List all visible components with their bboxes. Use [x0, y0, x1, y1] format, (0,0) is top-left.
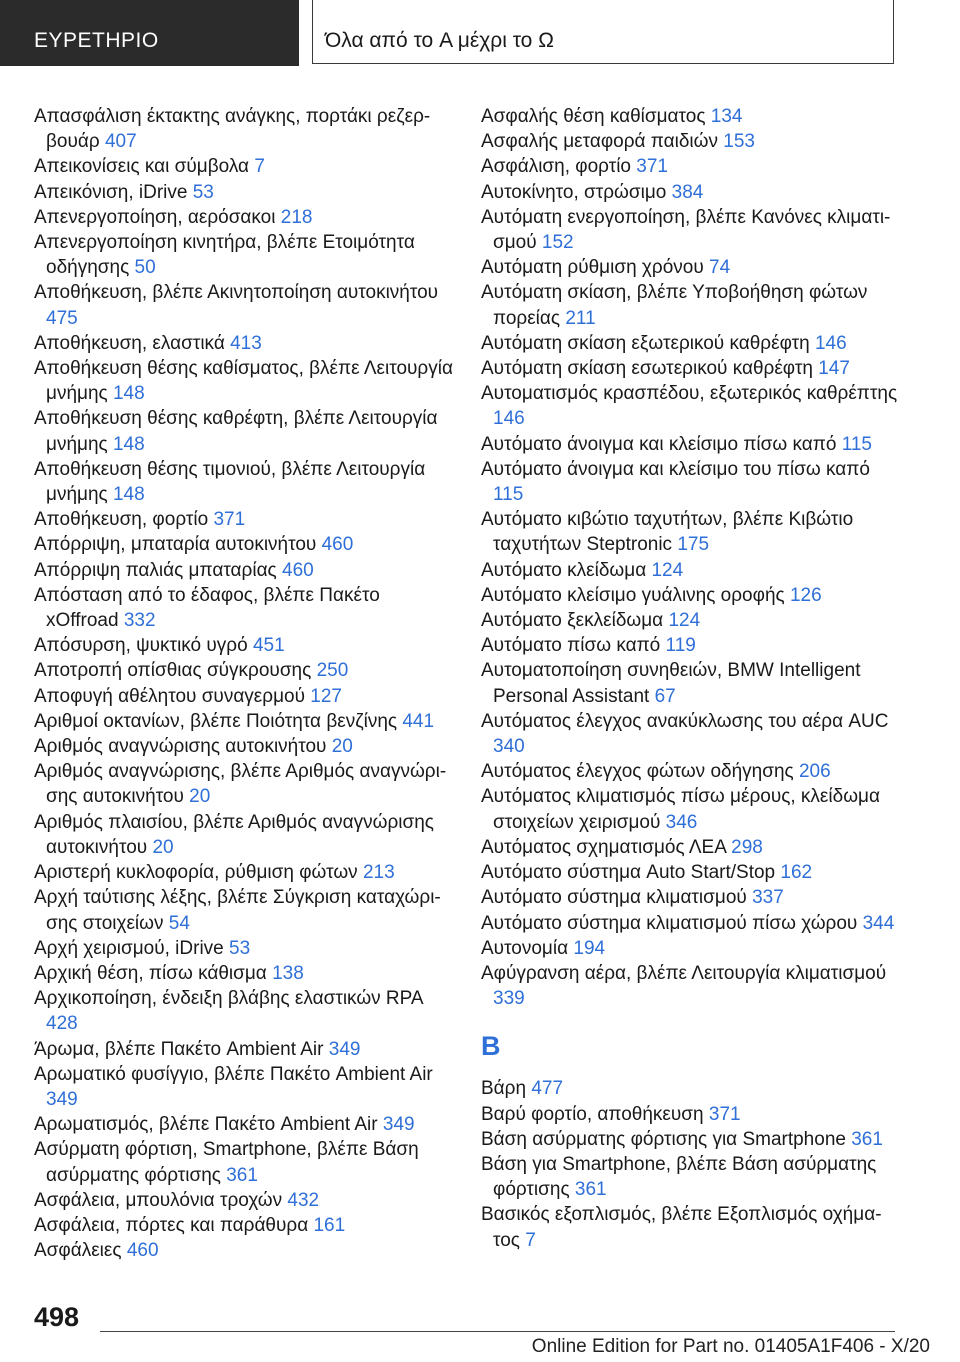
index-entry-text: Αυτόματο σύστημα Auto Start/Stop [481, 862, 776, 884]
index-entry-page-link[interactable]: 161 [313, 1214, 346, 1236]
index-entry-page-link[interactable]: 175 [677, 534, 710, 556]
index-entry-page-link[interactable]: 349 [328, 1038, 361, 1060]
index-entry-text: Άρωμα, βλέπε Πακέτο Ambient Air [34, 1038, 324, 1060]
index-entry-page-link[interactable]: 298 [731, 836, 763, 858]
index-entry-page-link[interactable]: 74 [709, 257, 731, 279]
index-entry [34, 356, 454, 406]
index-entry-page-link[interactable]: 211 [565, 307, 596, 329]
index-entry-page-link[interactable]: 148 [112, 433, 145, 455]
index-entry-page-link[interactable]: 115 [493, 484, 524, 506]
index-entry [481, 507, 901, 557]
index-entry-page-link[interactable]: 206 [798, 761, 831, 783]
index-entry [34, 1037, 454, 1062]
index-entry-page-link[interactable]: 407 [104, 131, 137, 153]
index-entry-text: Αυτόματο άνοιγμα και κλείσιμο πίσω καπό [481, 433, 837, 455]
index-entry-page-link[interactable]: 146 [814, 332, 847, 354]
index-entry-page-link[interactable]: 371 [636, 156, 668, 178]
index-entry-page-link[interactable]: 361 [574, 1179, 607, 1201]
index-entry [481, 936, 901, 961]
index-entry [481, 784, 901, 834]
index-entry-text: Αριθμός αναγνώρισης αυτοκινήτου [34, 736, 327, 758]
index-entry [34, 154, 454, 179]
index-entry [34, 457, 454, 507]
index-entry-page-link[interactable]: 153 [723, 131, 755, 153]
index-entry-page-link[interactable]: 7 [254, 156, 265, 178]
index-entry-text: Αυτόματο κλείδωμα [481, 559, 647, 581]
index-entry-page-link[interactable]: 346 [665, 811, 698, 833]
index-entry [34, 583, 454, 633]
index-entry [34, 986, 454, 1036]
index-entry-text: Αυτόματο άνοιγμα και κλείσιμο του πίσω καπό [481, 458, 870, 480]
index-entry [34, 1137, 454, 1187]
index-entry-text: Απασφάλιση έκτακτης ανάγκης, πορτάκι ρεζερβουάρ [34, 106, 431, 153]
index-entry-text: Αρχική θέση, πίσω κάθισμα [34, 962, 267, 984]
index-entry-page-link[interactable]: 213 [362, 862, 395, 884]
index-entry-text: Αρωματικό φυσίγγιο, βλέπε Πακέτο Ambient Air [34, 1063, 433, 1085]
index-entry-page-link[interactable]: 384 [671, 181, 704, 203]
index-entry-page-link[interactable]: 126 [789, 584, 822, 606]
index-entry [34, 280, 454, 330]
index-entry-text: Αυτόματο κιβώτιο ταχυτήτων, βλέπε Κιβώτιο ταχυτήτων Steptronic [481, 509, 854, 556]
index-entry [34, 331, 454, 356]
index-entry-page-link[interactable]: 194 [573, 937, 606, 959]
index-entry-text: Αριθμός πλαισίου, βλέπε Αριθμός αναγνώρισης αυτοκινήτου [34, 811, 434, 858]
index-entry [34, 684, 454, 709]
index-entry-page-link[interactable]: 451 [252, 635, 285, 657]
index-entries-b [481, 1076, 901, 1252]
index-entry-text: Ασφάλιση, φορτίο [481, 156, 631, 178]
index-entry-page-link[interactable]: 460 [126, 1240, 159, 1262]
section-letter-b: B [481, 1031, 501, 1062]
index-entry-text: Αριθμοί οκτανίων, βλέπε Ποιότητα βενζίνης [34, 710, 398, 732]
index-entry-text: Απόσταση από το έδαφος, βλέπε Πακέτο xOffroad [34, 584, 380, 632]
index-entry [34, 1112, 454, 1137]
header-section-title: ΕΥΡΕΤΗΡΙΟ [34, 29, 159, 52]
index-entry-text: Αυτόματη σκίαση, βλέπε Υποβοήθηση φώτων πορείας [481, 282, 868, 329]
index-entry-text: Αυτόματο πίσω καπό [481, 635, 661, 657]
index-entry [34, 961, 454, 986]
index-entry-text: Βασικός εξοπλισμός, βλέπε Εξοπλισμός οχήματος [481, 1204, 882, 1251]
index-entry-page-link[interactable]: 148 [112, 383, 145, 405]
header-subtitle-box [312, 0, 894, 64]
index-entry-page-link[interactable]: 349 [382, 1114, 415, 1136]
index-entry-page-link[interactable]: 361 [226, 1164, 258, 1186]
index-entry [34, 810, 454, 860]
index-entry-page-link[interactable]: 218 [280, 206, 313, 228]
index-entry [481, 180, 901, 205]
index-entry [34, 936, 454, 961]
index-entry [481, 104, 901, 129]
index-entry-text: Ασφάλειες [34, 1240, 122, 1262]
index-entry-text: Αυτόματη σκίαση εσωτερικού καθρέφτη [481, 358, 813, 380]
index-entry [481, 205, 901, 255]
index-entry-page-link[interactable]: 53 [229, 937, 251, 959]
index-entry [34, 180, 454, 205]
index-entry-text: Βάρη [481, 1078, 527, 1100]
index-entry-page-link[interactable]: 460 [282, 559, 314, 581]
index-entry-page-link[interactable]: 428 [46, 1013, 78, 1035]
index-entry-page-link[interactable]: 67 [654, 685, 676, 707]
index-entry-text: Ασύρματη φόρτιση, Smartphone, βλέπε Βάση ασύρματης φόρτισης [34, 1139, 419, 1186]
index-entry [481, 885, 901, 910]
index-entry-page-link[interactable]: 20 [189, 786, 211, 808]
index-entry-text: Αυτόματο σύστημα κλιματισμού πίσω χώρου [481, 912, 858, 934]
index-entry [481, 255, 901, 280]
index-entry-page-link[interactable]: 250 [316, 660, 349, 682]
index-entry [481, 558, 901, 583]
index-entry-page-link[interactable]: 432 [287, 1189, 320, 1211]
index-entry-text: Απόσυρση, ψυκτικό υγρό [34, 635, 248, 657]
header-subtitle: Όλα από το A μέχρι το Ω [325, 29, 554, 52]
index-entry-text: Αριστερή κυκλοφορία, ρύθμιση φώτων [34, 862, 358, 884]
footer-divider [100, 1331, 895, 1332]
index-entry [34, 633, 454, 658]
index-entry-page-link[interactable]: 54 [168, 912, 190, 934]
index-entry-page-link[interactable]: 134 [710, 106, 743, 127]
index-entry-page-link[interactable]: 152 [541, 232, 574, 254]
index-entry-page-link[interactable]: 340 [493, 736, 525, 758]
index-entry-text: Απεικονίσεις και σύμβολα [34, 156, 250, 178]
index-entry-text: Αποτροπή οπίσθιας σύγκρουσης [34, 660, 312, 682]
index-entry-page-link[interactable]: 50 [134, 257, 156, 279]
index-entry-text: Αποθήκευση, ελαστικά [34, 332, 225, 354]
index-entry-text: Αυτόματη ενεργοποίηση, βλέπε Κανόνες κλιματισμού [481, 206, 891, 254]
index-entry-text: Αυτόματος έλεγχος φώτων οδήγησης [481, 761, 794, 783]
index-entry-text: Ασφαλής θέση καθίσματος [481, 106, 706, 127]
index-entry-text: Αυτοματισμός κρασπέδου, εξωτερικός καθρέπτης [481, 383, 898, 405]
index-entry [481, 356, 901, 381]
index-entry [34, 1062, 454, 1112]
index-entry-text: Αρχικοποίηση, ένδειξη βλάβης ελαστικών RPA [34, 988, 423, 1010]
index-entry-text: Αυτόματο ξεκλείδωμα [481, 610, 664, 632]
index-entry [481, 1202, 901, 1252]
index-entry-text: Αφύγρανση αέρα, βλέπε Λειτουργία κλιματισμού [481, 962, 887, 984]
index-entry [34, 734, 454, 759]
index-entry-text: Βάση για Smartphone, βλέπε Βάση ασύρματης φόρτισης [481, 1153, 877, 1201]
index-entry-text: Αρχή ταύτισης λέξης, βλέπε Σύγκριση καταχώρισης στοιχείων [34, 887, 441, 934]
index-entry [481, 860, 901, 885]
index-entry-text: Αρωματισμός, βλέπε Πακέτο Ambient Air [34, 1114, 378, 1136]
index-entry-text: Αποθήκευση, βλέπε Ακινητοποίηση αυτοκινήτου [34, 282, 439, 304]
index-entry-page-link[interactable]: 20 [152, 836, 174, 858]
index-entry [34, 885, 454, 935]
index-entry-text: Βάση ασύρματης φόρτισης για Smartphone [481, 1128, 846, 1150]
index-entry-page-link[interactable]: 124 [651, 559, 684, 581]
index-entry-text: Απεικόνιση, iDrive [34, 181, 188, 203]
index-entry [34, 205, 454, 230]
index-entry-page-link[interactable]: 460 [321, 534, 354, 556]
index-entry-page-link[interactable]: 146 [493, 408, 525, 430]
index-entry-text: Αυτόματος έλεγχος ανακύκλωσης του αέρα AUC [481, 710, 889, 732]
index-entry [481, 1152, 901, 1202]
index-entry [34, 406, 454, 456]
index-entry-page-link[interactable]: 148 [112, 484, 145, 506]
index-entry-page-link[interactable]: 344 [862, 912, 895, 934]
index-entry-page-link[interactable]: 339 [493, 988, 525, 1010]
index-entry [34, 658, 454, 683]
index-entry-text: Αυτόματη ρύθμιση χρόνου [481, 257, 704, 279]
index-entry-text: Αποφυγή αθέλητου συναγερμού [34, 685, 305, 707]
index-entry [481, 129, 901, 154]
index-entry-text: Ασφάλεια, πόρτες και παράθυρα [34, 1214, 309, 1236]
index-entry [481, 1102, 901, 1127]
index-entry-text: Αυτοκίνητο, στρώσιμο [481, 181, 667, 203]
index-entry [34, 507, 454, 532]
index-column-left [34, 104, 454, 1263]
index-entry-text: Αυτόματος κλιματισμός πίσω μέρους, κλείδωμα στοιχείων χειρισμού [481, 786, 880, 833]
index-entry-text: Απενεργοποίηση κινητήρα, βλέπε Ετοιμότητα οδήγησης [34, 232, 415, 279]
index-entry [34, 1238, 454, 1263]
index-entry [481, 835, 901, 860]
index-entry-text: Ασφάλεια, μπουλόνια τροχών [34, 1189, 283, 1211]
index-entry [481, 608, 901, 633]
index-entry [34, 104, 454, 154]
index-entry [34, 230, 454, 280]
index-entry-text: Αρχή χειρισμού, iDrive [34, 937, 224, 959]
index-entry [481, 1127, 901, 1152]
index-entry [481, 1076, 901, 1101]
index-entry [34, 759, 454, 809]
index-entry-page-link[interactable]: 115 [841, 433, 872, 455]
index-entry-text: Απενεργοποίηση, αερόσακοι [34, 206, 276, 228]
index-entry-text: Αυτόματο κλείσιμο γυάλινης οροφής [481, 584, 785, 606]
index-entry [481, 154, 901, 179]
index-entry-page-link[interactable]: 119 [665, 635, 696, 657]
footer-edition: Online Edition for Part no. 01405A1F406 - X/20 [531, 1336, 930, 1357]
index-entry-text: Αυτόματος σχηματισμός ΛΕΑ [481, 836, 726, 858]
index-entry [481, 911, 901, 936]
index-entry-page-link[interactable]: 162 [780, 862, 813, 884]
index-entry-text: Αποθήκευση, φορτίο [34, 509, 209, 531]
index-entry-page-link[interactable]: 477 [531, 1078, 564, 1100]
index-entry-text: Αυτόματη σκίαση εξωτερικού καθρέφτη [481, 332, 810, 354]
index-entry-page-link[interactable]: 361 [851, 1128, 883, 1150]
index-entry [481, 457, 901, 507]
index-entry [481, 759, 901, 784]
index-entry [481, 709, 901, 759]
index-entry [34, 1188, 454, 1213]
index-column-right [481, 104, 901, 1253]
index-entry-text: Απόρριψη, μπαταρία αυτοκινήτου [34, 534, 317, 556]
index-entry-page-link[interactable]: 127 [310, 685, 342, 707]
index-entry-text: Απόρριψη παλιάς μπαταρίας [34, 559, 277, 581]
index-entry-text: Αποθήκευση θέσης καθρέφτη, βλέπε Λειτουργία μνήμης [34, 408, 438, 455]
index-entry-page-link[interactable]: 124 [668, 610, 701, 632]
index-entry-text: Αυτόματο σύστημα κλιματισμού [481, 887, 747, 909]
index-entry [481, 280, 901, 330]
index-entry-page-link[interactable]: 349 [46, 1088, 78, 1110]
index-entry-text: Αποθήκευση θέσης τιμονιού, βλέπε Λειτουργία μνήμης [34, 458, 426, 506]
index-entry-text: Ασφαλής μεταφορά παιδιών [481, 131, 718, 153]
index-entry [481, 381, 901, 431]
index-entry [481, 658, 901, 708]
index-entry-page-link[interactable]: 53 [192, 181, 214, 203]
page-number: 498 [34, 1302, 80, 1332]
index-entry-text: Βαρύ φορτίο, αποθήκευση [481, 1103, 704, 1125]
index-entry-page-link[interactable]: 475 [46, 307, 78, 329]
index-entry-page-link[interactable]: 371 [708, 1103, 741, 1125]
index-entry [481, 432, 901, 457]
index-entry-page-link[interactable]: 332 [123, 610, 156, 632]
index-entry-page-link[interactable]: 20 [331, 736, 353, 758]
index-entry-text: Αυτοματοποίηση συνηθειών, BMW Intelligent Personal Assistant [481, 660, 861, 707]
header-section-tab [0, 0, 299, 66]
index-entry [481, 583, 901, 608]
index-entry-page-link[interactable]: 7 [525, 1229, 536, 1251]
index-entries-a-continued [481, 104, 901, 1011]
index-entry [34, 709, 454, 734]
index-entry-page-link[interactable]: 371 [213, 509, 246, 531]
index-entry-page-link[interactable]: 413 [230, 332, 262, 354]
index-entry-page-link[interactable]: 147 [818, 358, 850, 380]
index-entry-text: Αποθήκευση θέσης καθίσματος, βλέπε Λειτουργία μνήμης [34, 358, 453, 405]
index-entry-page-link[interactable]: 441 [402, 710, 435, 732]
index-entry [481, 961, 901, 1011]
index-entry-text: Αριθμός αναγνώρισης, βλέπε Αριθμός αναγνώρισης αυτοκινήτου [34, 761, 447, 808]
index-entry-page-link[interactable]: 337 [752, 887, 784, 909]
index-entry [481, 331, 901, 356]
index-entry [34, 558, 454, 583]
index-entry [34, 532, 454, 557]
index-entry [481, 633, 901, 658]
index-entry-page-link[interactable]: 138 [272, 962, 304, 984]
index-entry [34, 1213, 454, 1238]
index-entry-text: Αυτονομία [481, 937, 569, 959]
index-entry [34, 860, 454, 885]
